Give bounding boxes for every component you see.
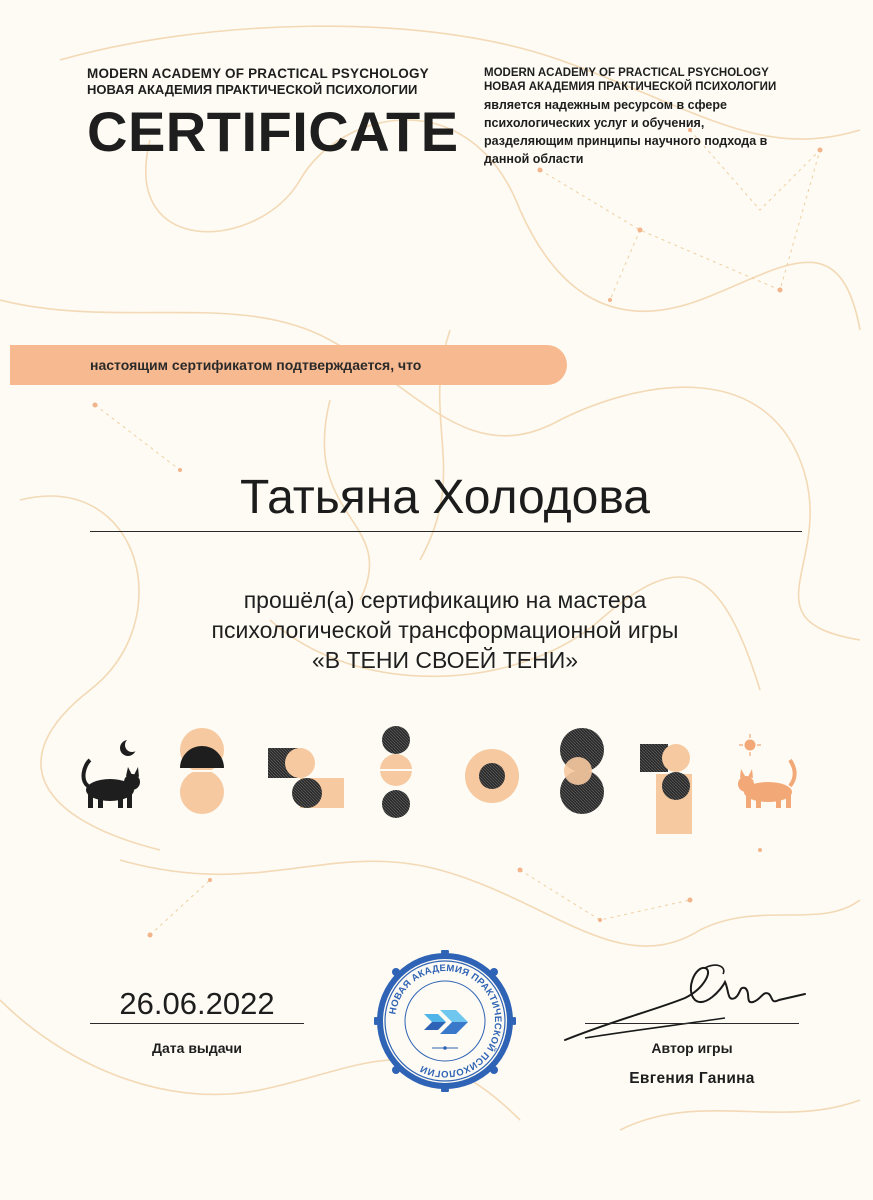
org-name-ru: НОВАЯ АКАДЕМИЯ ПРАКТИЧЕСКОЙ ПСИХОЛОГИИ — [87, 82, 418, 97]
about-description: является надежным ресурсом в сфере психологических услуг и обучения, разделяющим принципы научного подхода в данной области — [484, 98, 768, 166]
black-cat-icon — [84, 760, 140, 808]
shape-blocks-6 — [640, 744, 692, 834]
about-block — [484, 66, 824, 168]
orange-cat-icon — [738, 760, 795, 808]
recipient-underline — [90, 531, 802, 532]
shape-circles-5 — [560, 728, 604, 814]
author-label: Автор игры — [651, 1040, 733, 1056]
confirm-text: настоящим сертификатом подтверждается, что — [90, 357, 422, 373]
academy-seal — [374, 950, 516, 1092]
about-org-ru: НОВАЯ АКАДЕМИЯ ПРАКТИЧЕСКОЙ ПСИХОЛОГИИ — [484, 81, 777, 93]
game-name: «В ТЕНИ СВОЕЙ ТЕНИ» — [311, 647, 579, 673]
shape-stack-3 — [380, 726, 412, 818]
about-org-en: MODERN ACADEMY OF PRACTICAL PSYCHOLOGY — [484, 67, 769, 79]
date-underline — [90, 1023, 304, 1024]
illustration-row — [0, 720, 873, 840]
certificate-title: CERTIFICATE — [87, 100, 459, 163]
crescent-moon-icon — [120, 738, 139, 756]
signature-underline — [585, 1023, 799, 1024]
shape-ring-4 — [465, 749, 519, 803]
achievement-line-2: психологической трансформационной игры — [211, 617, 679, 643]
author-name: Евгения Ганина — [629, 1070, 755, 1087]
achievement-text — [90, 585, 800, 675]
achievement-line-1: прошёл(а) сертификацию на мастера — [243, 587, 647, 613]
author-signature — [555, 960, 815, 1050]
seal-ring-text: НОВАЯ АКАДЕМИЯ ПРАКТИЧЕСКОЙ ПСИХОЛОГИИ — [387, 962, 504, 1080]
org-name-en: MODERN ACADEMY OF PRACTICAL PSYCHOLOGY — [87, 66, 429, 81]
sun-icon — [739, 734, 761, 756]
shape-squares-2 — [268, 748, 344, 808]
issue-date: 26.06.2022 — [119, 986, 275, 1021]
recipient-name: Татьяна Холодова — [240, 471, 650, 524]
header-block — [87, 66, 467, 162]
issue-date-label: Дата выдачи — [152, 1040, 242, 1056]
shape-circles-1 — [180, 728, 224, 814]
